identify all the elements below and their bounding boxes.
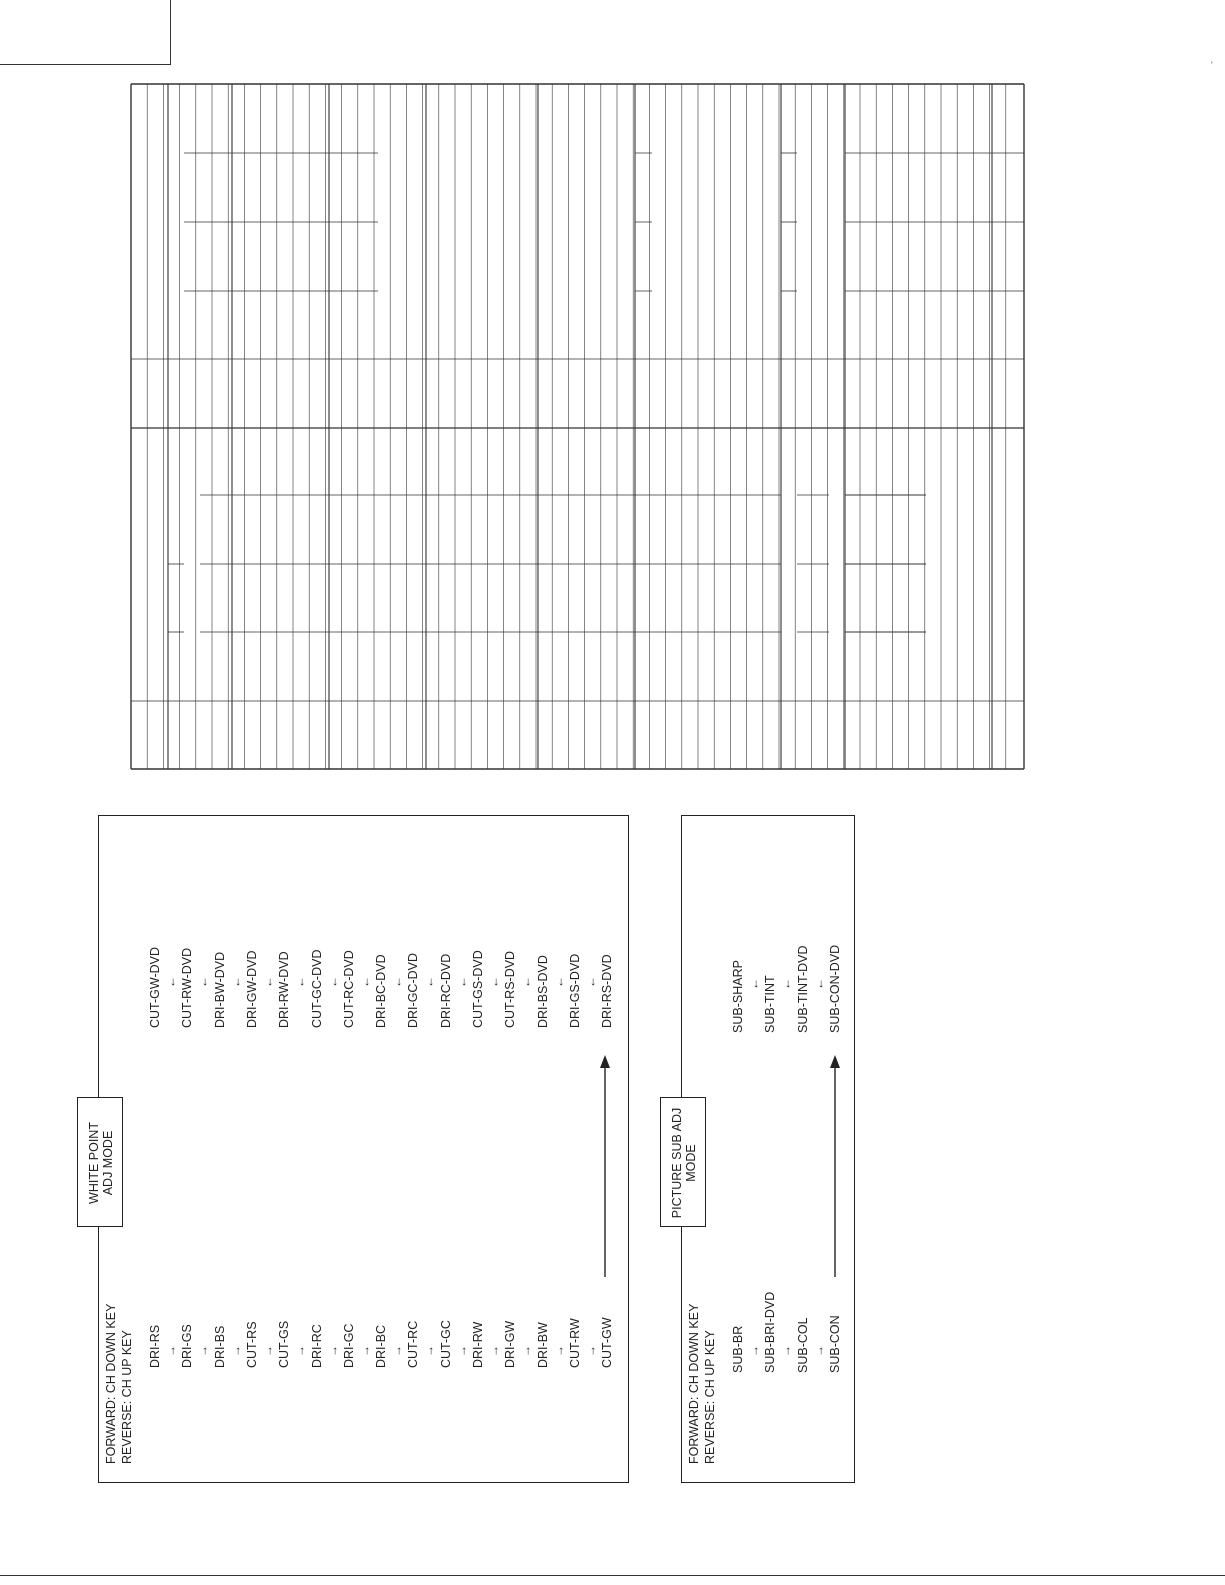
white-point-dvd-step: DRI-GW-DVD [244,950,259,1028]
white-point-step: CUT-GW [600,1317,615,1368]
white-point-title-line2: ADJ MODE [101,1130,115,1196]
white-point-return-arrow [598,1055,614,1280]
white-point-dvd-step-arrow: ← [519,976,534,988]
picture-sub-dvd-step: SUB-TINT-DVD [795,945,810,1033]
white-point-step-arrow: → [228,1345,243,1357]
white-point-step: CUT-GC [438,1320,453,1368]
white-point-step: DRI-BS [212,1325,227,1368]
white-point-dvd-step: CUT-RS-DVD [503,950,518,1028]
white-point-step: DRI-BC [374,1324,389,1368]
picture-sub-dvd-step-arrow: ← [779,978,794,990]
white-point-step: DRI-GW [503,1320,518,1368]
white-point-dvd-step: CUT-GS-DVD [471,950,485,1028]
white-point-step-arrow: → [357,1345,372,1357]
white-point-panel [98,815,629,1483]
white-point-dvd-step: DRI-RC-DVD [438,953,453,1028]
white-point-dvd-step-arrow: ← [454,976,469,988]
white-point-title-line1: WHITE POINT [87,1122,101,1204]
white-point-dvd-step-arrow: ← [196,976,211,988]
picture-sub-title-box [660,1097,706,1227]
white-point-dvd-step-arrow: ← [422,976,437,988]
white-point-step: DRI-RW [471,1321,485,1368]
white-point-step-arrow: → [583,1345,598,1357]
white-point-step-arrow: → [325,1345,340,1357]
white-point-dvd-step-arrow: ← [260,976,275,988]
white-point-reverse-label: REVERSE: CH UP KEY [120,1330,134,1464]
picture-sub-step-arrow: → [811,1345,826,1357]
white-point-dvd-step: DRI-BW-DVD [212,951,227,1028]
white-point-step-arrow: → [196,1345,211,1357]
white-point-dvd-step: DRI-GS-DVD [567,953,582,1028]
white-point-dvd-step-arrow: ← [325,976,340,988]
picture-sub-step: SUB-CON [827,1315,842,1373]
white-point-step: CUT-RW [567,1318,582,1368]
white-point-dvd-step: DRI-GC-DVD [406,953,421,1028]
picture-sub-title-line2: MODE [684,1144,698,1182]
picture-sub-step-arrow: → [747,1345,761,1357]
white-point-step-arrow: → [487,1345,501,1357]
picture-sub-step: SUB-BRI-DVD [763,1291,778,1373]
white-point-dvd-step: CUT-RW-DVD [180,947,195,1028]
white-point-step-arrow: → [390,1345,405,1357]
picture-sub-dvd-step-arrow: ← [811,978,826,990]
white-point-dvd-step: DRI-BS-DVD [535,955,550,1028]
white-point-dvd-step-arrow: ← [293,976,308,988]
white-point-dvd-step: CUT-RC-DVD [341,950,356,1028]
picture-sub-step-arrow: → [779,1345,794,1357]
white-point-dvd-step: CUT-GC-DVD [309,949,324,1028]
picture-sub-dvd-step: SUB-SHARP [731,960,745,1033]
white-point-step-arrow: → [454,1345,469,1357]
white-point-dvd-step: DRI-RW-DVD [277,951,292,1028]
white-point-dvd-step-arrow: ← [357,976,372,988]
white-point-dvd-step-arrow: ← [583,976,598,988]
picture-sub-reverse-label: REVERSE: CH UP KEY [703,1330,717,1464]
white-point-step-arrow: → [164,1345,178,1357]
picture-sub-step: SUB-COL [795,1317,810,1373]
white-point-step: DRI-RS [148,1324,162,1368]
white-point-dvd-step-arrow: ← [228,976,243,988]
white-point-dvd-step: DRI-BC-DVD [374,954,389,1028]
picture-sub-forward-label: FORWARD: CH DOWN KEY [687,1303,701,1464]
white-point-step-arrow: → [422,1345,437,1357]
white-point-step-arrow: → [551,1345,566,1357]
white-point-step: CUT-GS [277,1320,292,1368]
white-point-dvd-step: DRI-RS-DVD [600,954,615,1028]
white-point-step: DRI-GS [180,1324,195,1368]
white-point-step: DRI-BW [535,1322,550,1368]
white-point-step: CUT-RC [406,1320,421,1368]
white-point-step-arrow: → [519,1345,534,1357]
picture-sub-dvd-step: SUB-CON-DVD [827,944,842,1033]
picture-sub-return-arrow [828,1055,844,1280]
white-point-title-box [77,1097,123,1227]
picture-sub-step: SUB-BR [731,1325,745,1373]
white-point-dvd-step-arrow: ← [390,976,405,988]
white-point-dvd-step: CUT-GW-DVD [148,946,162,1028]
white-point-step-arrow: → [260,1345,275,1357]
white-point-dvd-step-arrow: ← [164,976,178,988]
margin-tick: ' [1211,60,1213,70]
picture-sub-dvd-step-arrow: ← [747,978,761,990]
picture-sub-title-line1: PICTURE SUB ADJ [670,1107,684,1219]
white-point-forward-label: FORWARD: CH DOWN KEY [104,1303,118,1464]
white-point-step-arrow: → [293,1345,308,1357]
white-point-dvd-step-arrow: ← [551,976,566,988]
white-point-dvd-step-arrow: ← [487,976,501,988]
white-point-step: CUT-RS [244,1321,259,1368]
white-point-step: DRI-GC [341,1323,356,1368]
white-point-step: DRI-RC [309,1324,324,1368]
picture-sub-dvd-step: SUB-TINT [763,975,778,1033]
